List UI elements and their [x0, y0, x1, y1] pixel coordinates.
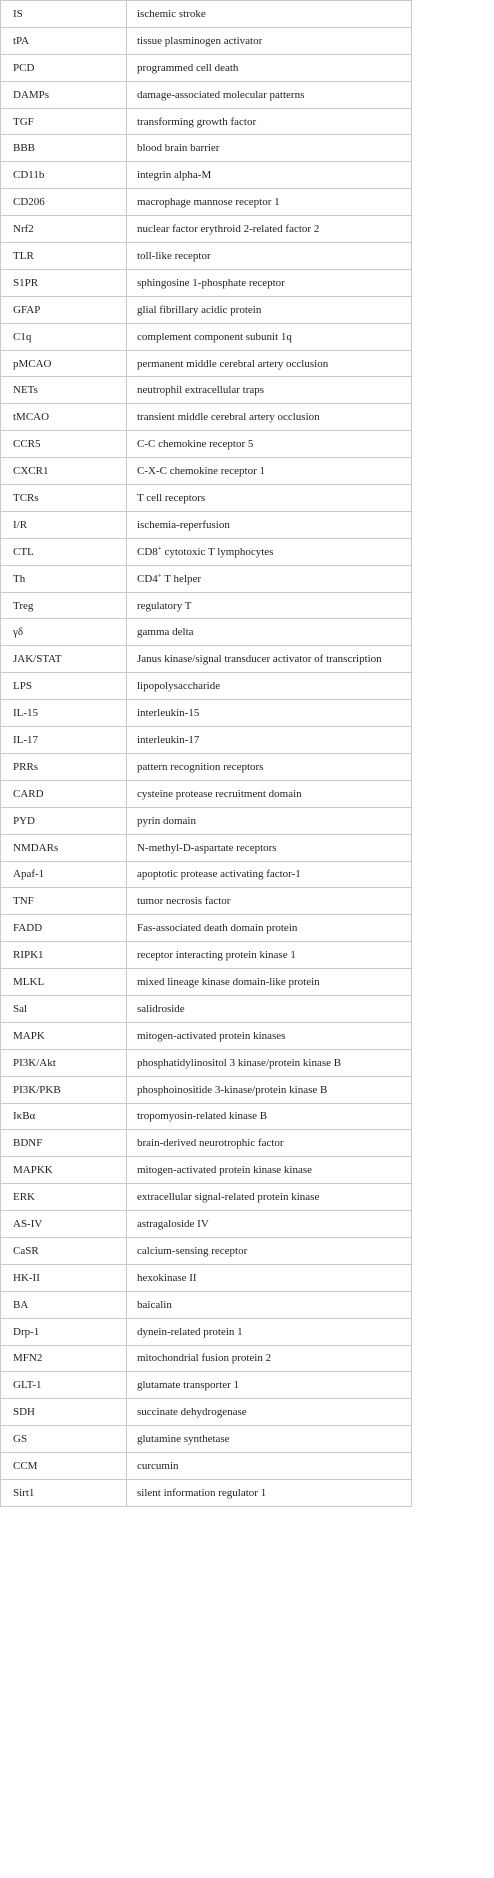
abbreviation-cell: PYD	[1, 807, 127, 834]
table-row	[1, 1426, 412, 1453]
table-row	[1, 619, 412, 646]
definition-cell	[127, 538, 412, 565]
definition-cell: transient middle cerebral artery occlusion	[127, 404, 412, 431]
table-row	[1, 807, 412, 834]
definition-cell: programmed cell death	[127, 54, 412, 81]
abbreviation-cell: MFN2	[1, 1345, 127, 1372]
abbreviation-cell: CARD	[1, 780, 127, 807]
abbreviation-cell: IL-15	[1, 700, 127, 727]
definition-cell: C-X-C chemokine receptor 1	[127, 458, 412, 485]
definition-cell: receptor interacting protein kinase 1	[127, 942, 412, 969]
abbreviation-cell: IS	[1, 1, 127, 28]
abbreviation-cell: γδ	[1, 619, 127, 646]
definition-cell: baicalin	[127, 1291, 412, 1318]
table-row	[1, 1345, 412, 1372]
definition-cell: ischemia-reperfusion	[127, 511, 412, 538]
definition-cell: glial fibrillary acidic protein	[127, 296, 412, 323]
definition-cell: permanent middle cerebral artery occlusion	[127, 350, 412, 377]
table-row	[1, 538, 412, 565]
table-row	[1, 27, 412, 54]
abbreviation-cell: IκBα	[1, 1103, 127, 1130]
table-row	[1, 162, 412, 189]
definition-cell: astragaloside IV	[127, 1211, 412, 1238]
table-row	[1, 54, 412, 81]
definition-cell: phosphatidylinositol 3 kinase/protein kinase B	[127, 1049, 412, 1076]
definition-cell: mixed lineage kinase domain-like protein	[127, 969, 412, 996]
definition-cell: T cell receptors	[127, 485, 412, 512]
abbreviation-cell: GS	[1, 1426, 127, 1453]
abbreviation-cell: AS-IV	[1, 1211, 127, 1238]
abbreviation-cell: Nrf2	[1, 216, 127, 243]
table-row	[1, 565, 412, 592]
abbreviation-cell: tMCAO	[1, 404, 127, 431]
definition-cell: extracellular signal-related protein kinase	[127, 1184, 412, 1211]
table-row	[1, 888, 412, 915]
superscript: +	[157, 570, 162, 579]
abbreviation-cell: pMCAO	[1, 350, 127, 377]
table-row	[1, 995, 412, 1022]
abbreviation-cell: I/R	[1, 511, 127, 538]
table-row	[1, 673, 412, 700]
table-row	[1, 1479, 412, 1506]
definition-cell: salidroside	[127, 995, 412, 1022]
table-row	[1, 780, 412, 807]
abbreviation-cell: CXCR1	[1, 458, 127, 485]
definition-cell: interleukin-15	[127, 700, 412, 727]
definition-cell: damage-associated molecular patterns	[127, 81, 412, 108]
definition-text: CD8	[137, 545, 158, 558]
definition-cell: pyrin domain	[127, 807, 412, 834]
table-row	[1, 485, 412, 512]
abbreviation-cell: Drp-1	[1, 1318, 127, 1345]
table-row	[1, 727, 412, 754]
definition-cell: pattern recognition receptors	[127, 753, 412, 780]
abbreviation-cell: PI3K/Akt	[1, 1049, 127, 1076]
abbreviation-cell: PI3K/PKB	[1, 1076, 127, 1103]
abbreviation-cell: JAK/STAT	[1, 646, 127, 673]
definition-cell: integrin alpha-M	[127, 162, 412, 189]
table-row	[1, 942, 412, 969]
table-row	[1, 592, 412, 619]
abbreviation-cell: CCR5	[1, 431, 127, 458]
table-row	[1, 1399, 412, 1426]
abbreviation-cell: IL-17	[1, 727, 127, 754]
definition-cell: Janus kinase/signal transducer activator of transcription	[127, 646, 412, 673]
abbreviation-cell: PCD	[1, 54, 127, 81]
table-row	[1, 350, 412, 377]
definition-cell: tissue plasminogen activator	[127, 27, 412, 54]
table-row	[1, 1049, 412, 1076]
definition-cell: C-C chemokine receptor 5	[127, 431, 412, 458]
abbreviation-cell: TCRs	[1, 485, 127, 512]
definition-text: T helper	[161, 572, 202, 585]
definition-cell	[127, 565, 412, 592]
abbreviation-cell: CCM	[1, 1453, 127, 1480]
definition-cell: Fas-associated death domain protein	[127, 915, 412, 942]
abbreviation-cell: BA	[1, 1291, 127, 1318]
superscript: +	[157, 544, 162, 553]
definition-cell: nuclear factor erythroid 2-related factor 2	[127, 216, 412, 243]
table-row	[1, 1264, 412, 1291]
abbreviation-cell: CaSR	[1, 1237, 127, 1264]
abbreviation-cell: MAPK	[1, 1022, 127, 1049]
abbreviation-cell: CD11b	[1, 162, 127, 189]
definition-cell: sphingosine 1-phosphate receptor	[127, 269, 412, 296]
table-row	[1, 700, 412, 727]
definition-cell: ischemic stroke	[127, 1, 412, 28]
abbreviation-cell: MAPKK	[1, 1157, 127, 1184]
abbreviation-cell: BDNF	[1, 1130, 127, 1157]
table-row	[1, 323, 412, 350]
definition-cell: succinate dehydrogenase	[127, 1399, 412, 1426]
table-row	[1, 243, 412, 270]
abbreviation-cell: GLT-1	[1, 1372, 127, 1399]
definition-cell: macrophage mannose receptor 1	[127, 189, 412, 216]
table-row	[1, 1184, 412, 1211]
table-row	[1, 1211, 412, 1238]
definition-cell: mitochondrial fusion protein 2	[127, 1345, 412, 1372]
abbreviation-cell: Th	[1, 565, 127, 592]
abbreviation-cell: HK-II	[1, 1264, 127, 1291]
definition-cell: tropomyosin-related kinase B	[127, 1103, 412, 1130]
definition-cell: curcumin	[127, 1453, 412, 1480]
abbreviation-cell: CTL	[1, 538, 127, 565]
abbreviation-cell: C1q	[1, 323, 127, 350]
table-row	[1, 1318, 412, 1345]
definition-cell: blood brain barrier	[127, 135, 412, 162]
definition-cell: mitogen-activated protein kinases	[127, 1022, 412, 1049]
definition-cell: cysteine protease recruitment domain	[127, 780, 412, 807]
definition-cell: interleukin-17	[127, 727, 412, 754]
table-row	[1, 861, 412, 888]
definition-text: cytotoxic T lymphocytes	[161, 545, 274, 558]
table-row	[1, 1, 412, 28]
abbreviation-cell: DAMPs	[1, 81, 127, 108]
abbreviation-cell: ERK	[1, 1184, 127, 1211]
abbreviation-cell: LPS	[1, 673, 127, 700]
abbreviation-cell: FADD	[1, 915, 127, 942]
table-row	[1, 969, 412, 996]
table-row	[1, 753, 412, 780]
definition-cell: glutamate transporter 1	[127, 1372, 412, 1399]
definition-cell: lipopolysaccharide	[127, 673, 412, 700]
table-row	[1, 646, 412, 673]
definition-cell: brain-derived neurotrophic factor	[127, 1130, 412, 1157]
table-row	[1, 511, 412, 538]
definition-text: CD4	[137, 572, 158, 585]
abbreviation-cell: MLKL	[1, 969, 127, 996]
table-row	[1, 296, 412, 323]
definition-cell: complement component subunit 1q	[127, 323, 412, 350]
definition-cell: neutrophil extracellular traps	[127, 377, 412, 404]
definition-cell: N-methyl-D-aspartate receptors	[127, 834, 412, 861]
table-row	[1, 431, 412, 458]
table-row	[1, 1076, 412, 1103]
definition-cell: glutamine synthetase	[127, 1426, 412, 1453]
definition-cell: toll-like receptor	[127, 243, 412, 270]
definition-cell: calcium-sensing receptor	[127, 1237, 412, 1264]
definition-cell: dynein-related protein 1	[127, 1318, 412, 1345]
abbreviation-cell: Treg	[1, 592, 127, 619]
abbreviation-cell: RIPK1	[1, 942, 127, 969]
table-row	[1, 915, 412, 942]
table-row	[1, 135, 412, 162]
abbreviation-cell: SDH	[1, 1399, 127, 1426]
table-row	[1, 1453, 412, 1480]
table-row	[1, 269, 412, 296]
abbreviation-cell: S1PR	[1, 269, 127, 296]
table-row	[1, 1372, 412, 1399]
abbreviation-cell: BBB	[1, 135, 127, 162]
abbreviation-cell: GFAP	[1, 296, 127, 323]
table-row	[1, 404, 412, 431]
definition-cell: mitogen-activated protein kinase kinase	[127, 1157, 412, 1184]
definition-cell: apoptotic protease activating factor-1	[127, 861, 412, 888]
table-row	[1, 1103, 412, 1130]
table-row	[1, 458, 412, 485]
table-row	[1, 1157, 412, 1184]
table-row	[1, 1237, 412, 1264]
abbreviation-cell: TLR	[1, 243, 127, 270]
table-row	[1, 1291, 412, 1318]
definition-cell: tumor necrosis factor	[127, 888, 412, 915]
abbreviation-cell: NETs	[1, 377, 127, 404]
table-row	[1, 1022, 412, 1049]
table-row	[1, 108, 412, 135]
table-row	[1, 834, 412, 861]
definition-cell: phosphoinositide 3-kinase/protein kinase B	[127, 1076, 412, 1103]
abbreviation-cell: NMDARs	[1, 834, 127, 861]
definition-cell: silent information regulator 1	[127, 1479, 412, 1506]
definition-cell: gamma delta	[127, 619, 412, 646]
abbreviation-cell: Sal	[1, 995, 127, 1022]
abbreviation-cell: tPA	[1, 27, 127, 54]
abbreviation-cell: CD206	[1, 189, 127, 216]
abbreviation-cell: TGF	[1, 108, 127, 135]
abbreviation-cell: Apaf-1	[1, 861, 127, 888]
abbreviations-table-body	[1, 1, 412, 1507]
definition-cell: transforming growth factor	[127, 108, 412, 135]
abbreviation-cell: PRRs	[1, 753, 127, 780]
table-row	[1, 81, 412, 108]
table-row	[1, 189, 412, 216]
table-row	[1, 377, 412, 404]
table-row	[1, 216, 412, 243]
abbreviation-cell: Sirt1	[1, 1479, 127, 1506]
definition-cell: hexokinase II	[127, 1264, 412, 1291]
table-row	[1, 1130, 412, 1157]
definition-cell: regulatory T	[127, 592, 412, 619]
abbreviation-cell: TNF	[1, 888, 127, 915]
